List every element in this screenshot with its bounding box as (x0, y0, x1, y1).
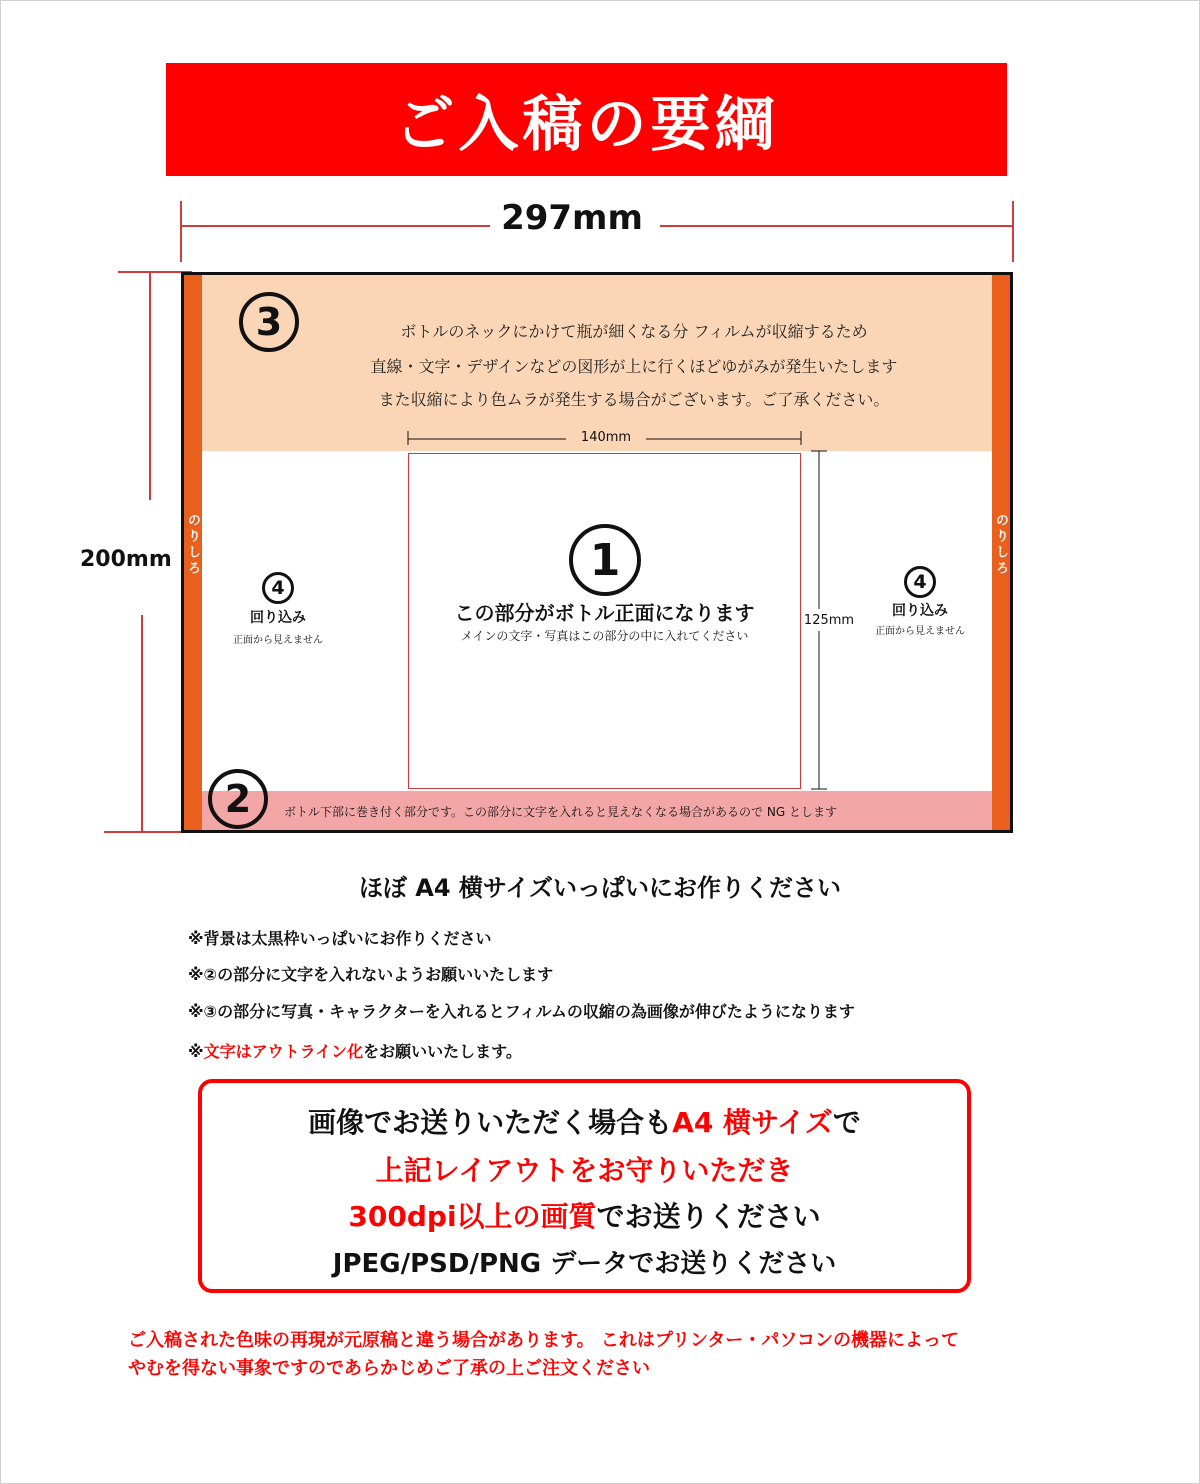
zone-4-left-title: 回り込み (250, 610, 306, 626)
zone-1-number: 1 (569, 524, 641, 596)
zone-2-number: 2 (208, 769, 268, 829)
info-line-3 (202, 1195, 967, 1235)
zone-3-line-1: ボトルのネックにかけて瓶が細くなる分 フィルムが収縮するため (400, 322, 868, 341)
note-4-suffix: をお願いいたします。 (363, 1042, 522, 1061)
zone-3-number: 3 (239, 292, 299, 352)
zone-4-right-subtitle: 正面から見えません (875, 626, 965, 637)
info-line-1-b: A4 横サイズ (672, 1106, 833, 1139)
zone-1-title: この部分がボトル正面になります (454, 601, 755, 625)
zone-4-right-title: 回り込み (892, 603, 948, 619)
note-1: ※背景は太黒枠いっぱいにお作りください (188, 929, 492, 948)
zone-3-line-3: また収縮により色ムラが発生する場合がございます。ご了承ください。 (378, 390, 890, 409)
size-note: ほぼ A4 横サイズいっぱいにお作りください (358, 874, 842, 902)
zone-3-line-2: 直線・文字・デザインなどの図形が上に行くほどゆがみが発生いたします (370, 357, 898, 376)
glue-strip-right (992, 275, 1010, 830)
width-label: 297mm (501, 198, 643, 238)
footer-line-2: やむを得ない事象ですのであらかじめご了承の上ご注文ください (128, 1358, 650, 1379)
zone-4-left-number: 4 (262, 572, 294, 604)
page-title: ご入稿の要綱 (394, 89, 779, 160)
zone-2-text: ボトル下部に巻き付く部分です。この部分に文字を入れると見えなくなる場合があるので NG とします (284, 805, 837, 819)
footer-line-1: ご入稿された色味の再現が元原稿と違う場合があります。 これはプリンター・パソコンの機器によって (128, 1330, 960, 1351)
info-line-4: JPEG/PSD/PNG データでお送りください (332, 1249, 837, 1279)
glue-label-right: のりしろ (993, 513, 1008, 577)
glue-label-left: のりしろ (185, 513, 200, 577)
info-line-1-c: で (832, 1106, 861, 1139)
note-4 (188, 1039, 522, 1062)
zone-4-right-number: 4 (904, 566, 936, 598)
glue-strip-left (184, 275, 202, 830)
zone-4-left-subtitle: 正面から見えません (233, 635, 323, 646)
zone-1-subtitle: メインの文字・写真はこの部分の中に入れてください (460, 629, 749, 643)
note-4-prefix: ※ (188, 1042, 204, 1061)
note-2: ※②の部分に文字を入れないようお願いいたします (188, 965, 554, 984)
front-height-label: 125mm (803, 613, 855, 628)
info-line-3-b: でお送りください (596, 1200, 821, 1233)
submission-infobox (198, 1079, 971, 1293)
info-line-1 (202, 1101, 967, 1141)
info-line-3-a: 300dpi以上の画質 (348, 1200, 597, 1233)
label-layout (181, 272, 1013, 833)
note-3: ※③の部分に写真・キャラクターを入れるとフィルムの収縮の為画像が伸びたようになります (188, 1002, 855, 1021)
note-4-emphasis: 文字はアウトライン化 (203, 1042, 364, 1061)
info-line-2: 上記レイアウトをお守りいただき (375, 1154, 794, 1187)
info-line-1-a: 画像でお送りいただく場合も (308, 1106, 673, 1139)
front-width-label: 140mm (580, 430, 632, 445)
height-label: 200mm (80, 547, 172, 572)
